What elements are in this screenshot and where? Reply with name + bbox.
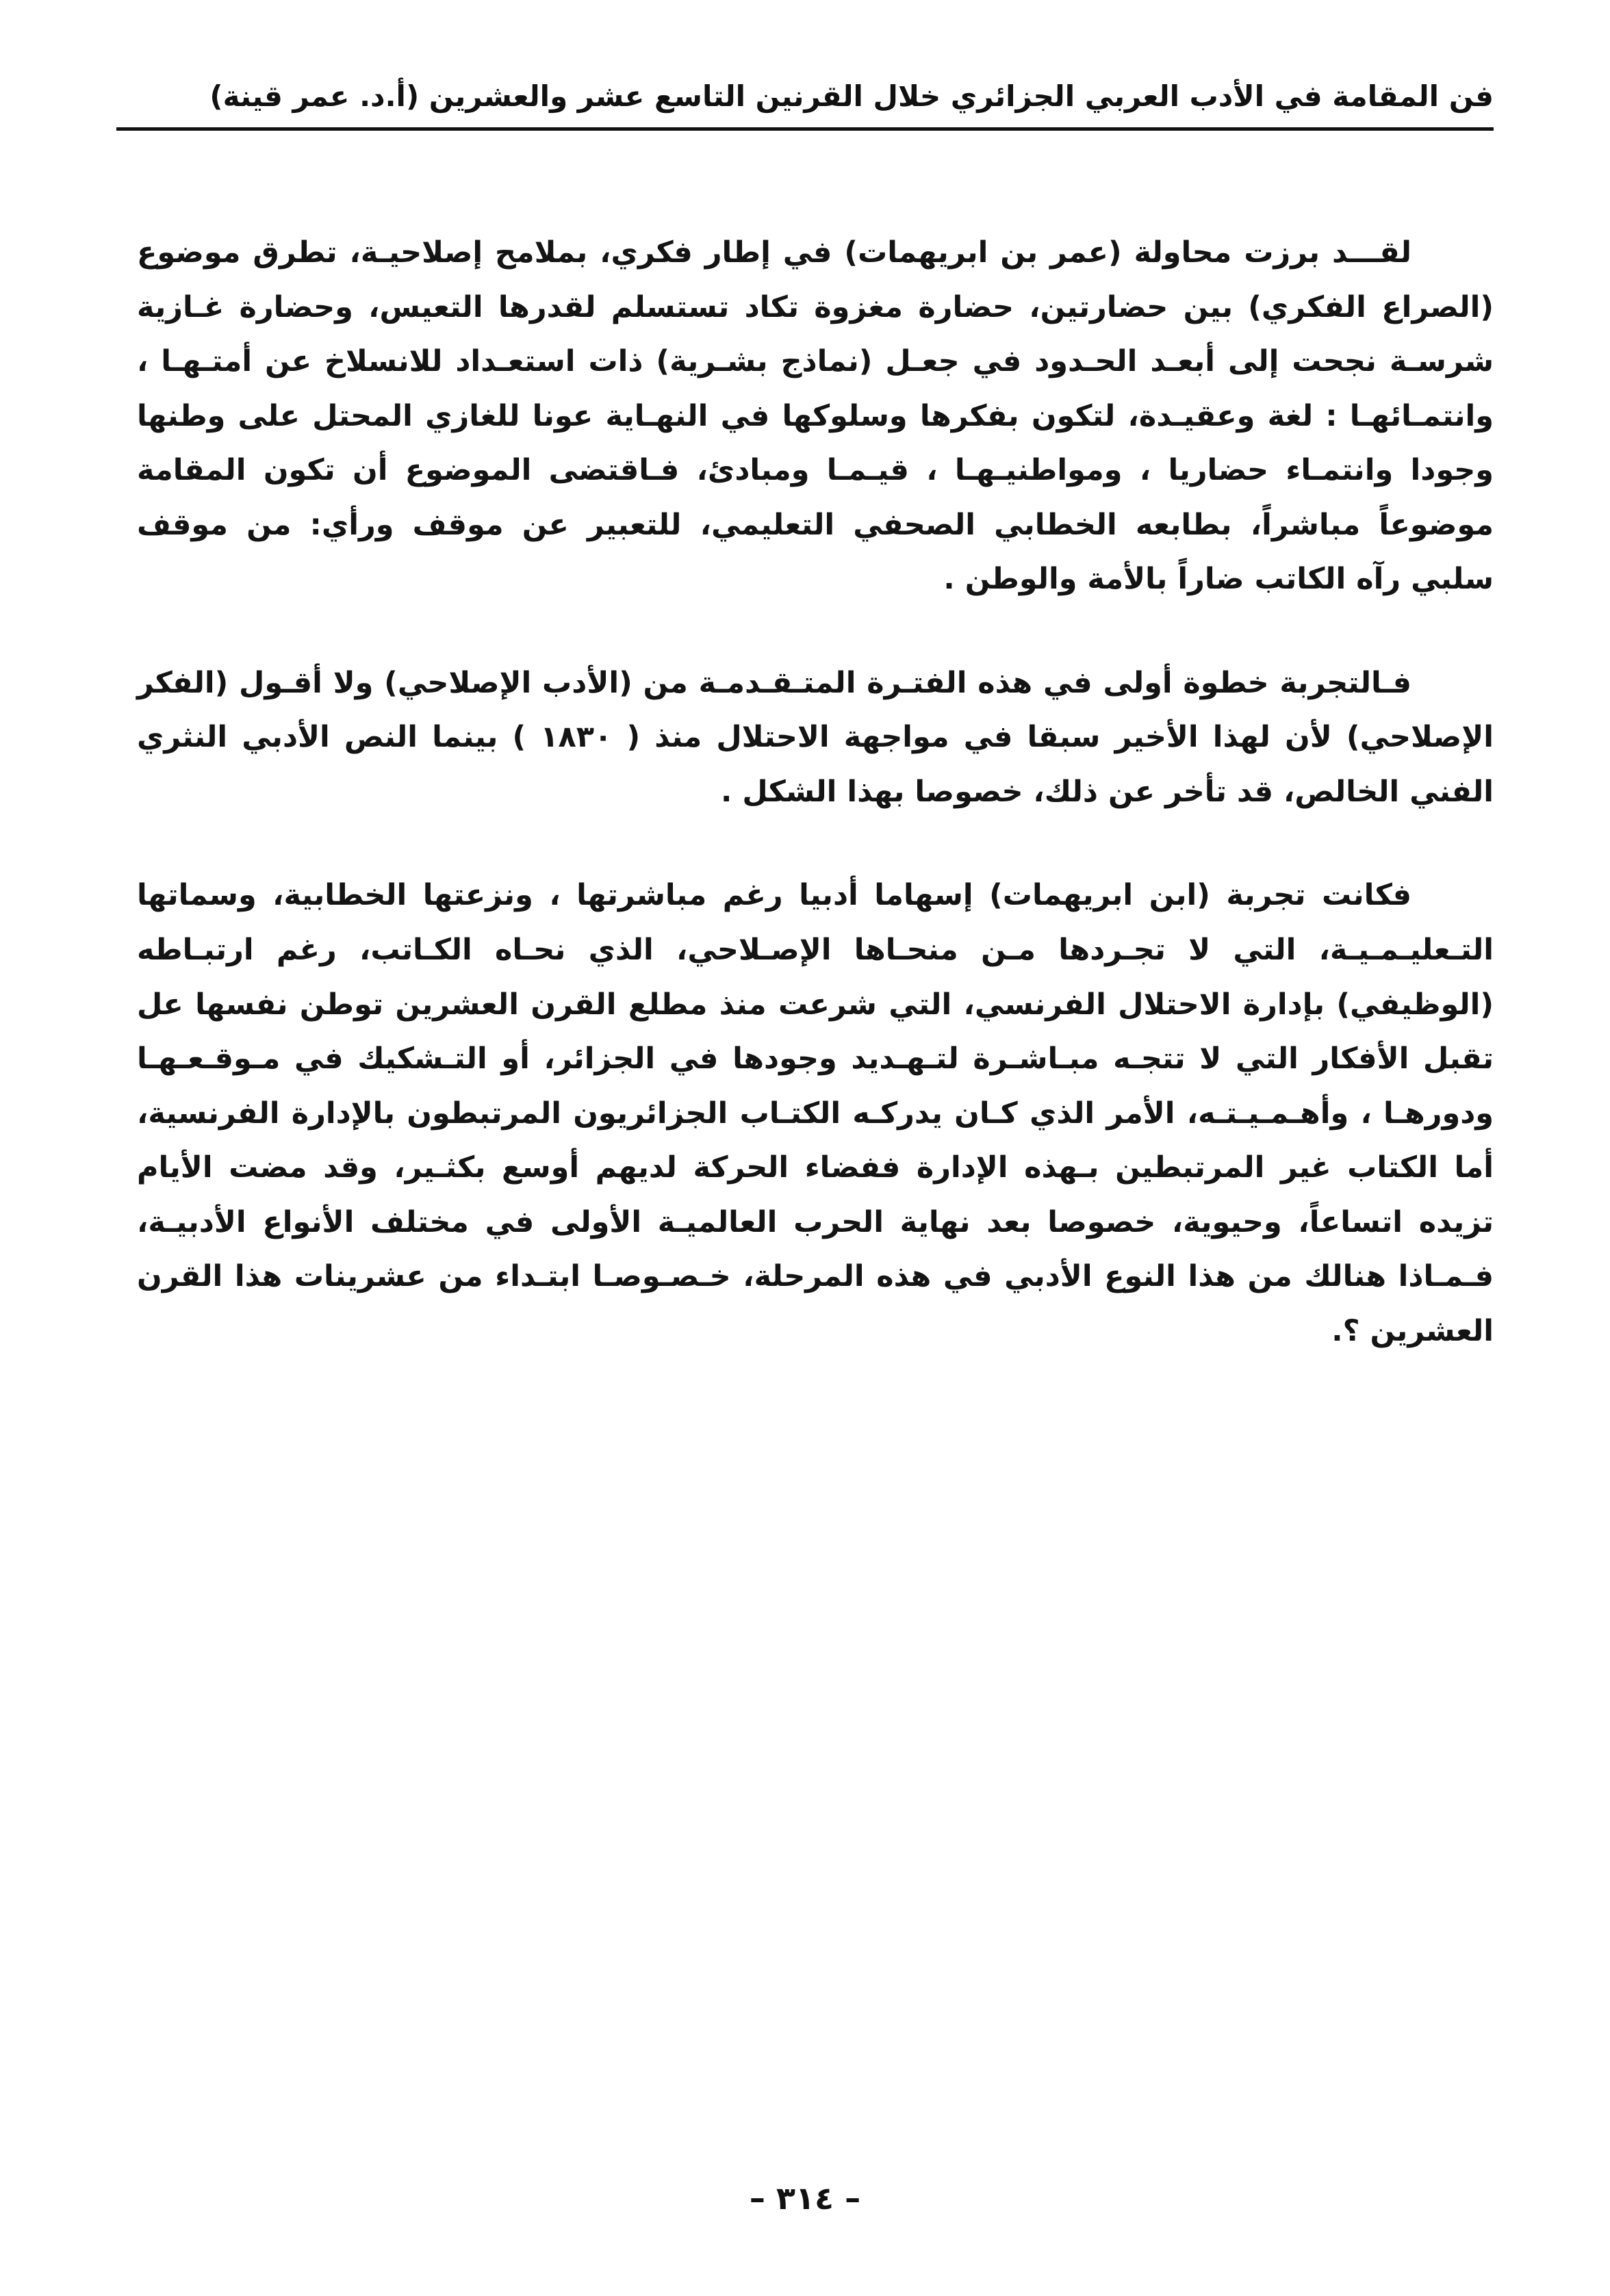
paragraph-2: فـالتجربة خطوة أولى في هذه الفتـرة المتـقـدمـة من (الأدب الإصلاحي) ولا أقـول (الفكر الإصلاحي) لأن لهذا الأخير سبقا في مواجهة الاحتلال منذ ( ١٨٣٠ ) بينما النص الأدبي النثري الفني الخالص، قد تأخر عن ذلك، خصوصا بهذا الشكل . <box>137 665 1494 809</box>
body-text <box>137 226 1494 1408</box>
page-number: – ٣١٤ – <box>749 2180 861 2217</box>
paragraph-3: فكانت تجربة (ابن ابريهمات) إسهاما أدبيا رغم مباشرتها ، ونزعتها الخطابية، وسماتها التـعليـمـيـة، التي لا تجـردها مـن منحـاها الإصـلاحي، الذي نحـاه الكـاتب، رغم ارتبـاطه (الوظيفي) بإدارة الاحتلال الفرنسي، التي شرعت منذ مطلع القرن العشرين توطن نفسها عل تقبل الأفكار التي لا تتجـه مبـاشـرة لتـهـديد وجودها في الجزائر، أو التـشكيك في مـوقـعـهـا ودورهـا ، وأهـمـيـتـه، الأمر الذي كـان يدركـه الكتـاب الجزائريون المرتبطون بالإدارة الفرنسية، أما الكتاب غير المرتبطين بـهذه الإدارة ففضاء الحركة لديهم أوسع بكثـير، وقد مضت الأيام تزيده اتساعاً، وحيوية، خصوصا بعد نهاية الحرب العالميـة الأولى في مختلف الأنواع الأدبيـة، فـمـاذا هنالك من هذا النوع الأدبي في هذه المرحلة، خـصـوصـا ابتـداء من عشرينات هذا القرن العشرين ؟. <box>137 878 1494 1348</box>
running-header <box>116 66 1494 131</box>
running-header-title: فن المقامة في الأدب العربي الجزائري خلال القرنين التاسع عشر والعشرين (أ.د. عمر قينة) <box>209 79 1494 113</box>
paragraph-1: لقـــد برزت محاولة (عمر بن ابريهمات) في إطار فكري، بملامح إصلاحيـة، تطرق موضوع (الصراع الفكري) بين حضارتين، حضارة مغزوة تكاد تستسلم لقدرها التعيس، وحضارة غـازية شرسـة نجحت إلى أبعـد الحـدود في جعـل (نماذج بشـرية) ذات استعـداد للانسلاخ عن أمتـهـا ، وانتمـائهـا : لغة وعقيـدة، لتكون بفكرها وسلوكها في النهـاية عونا للغازي المحتل على وطنها وجودا وانتمـاء حضاريا ، ومواطنيـهـا ، قيـمـا ومبادئ، فـاقتضى الموضوع أن تكون المقامة موضوعاً مباشراً، بطابعه الخطابي الصحفي التعليمي، للتعبير عن موقف ورأي: من موقف سلبي رآه الكاتب ضاراً بالأمة والوطن . <box>137 235 1494 597</box>
